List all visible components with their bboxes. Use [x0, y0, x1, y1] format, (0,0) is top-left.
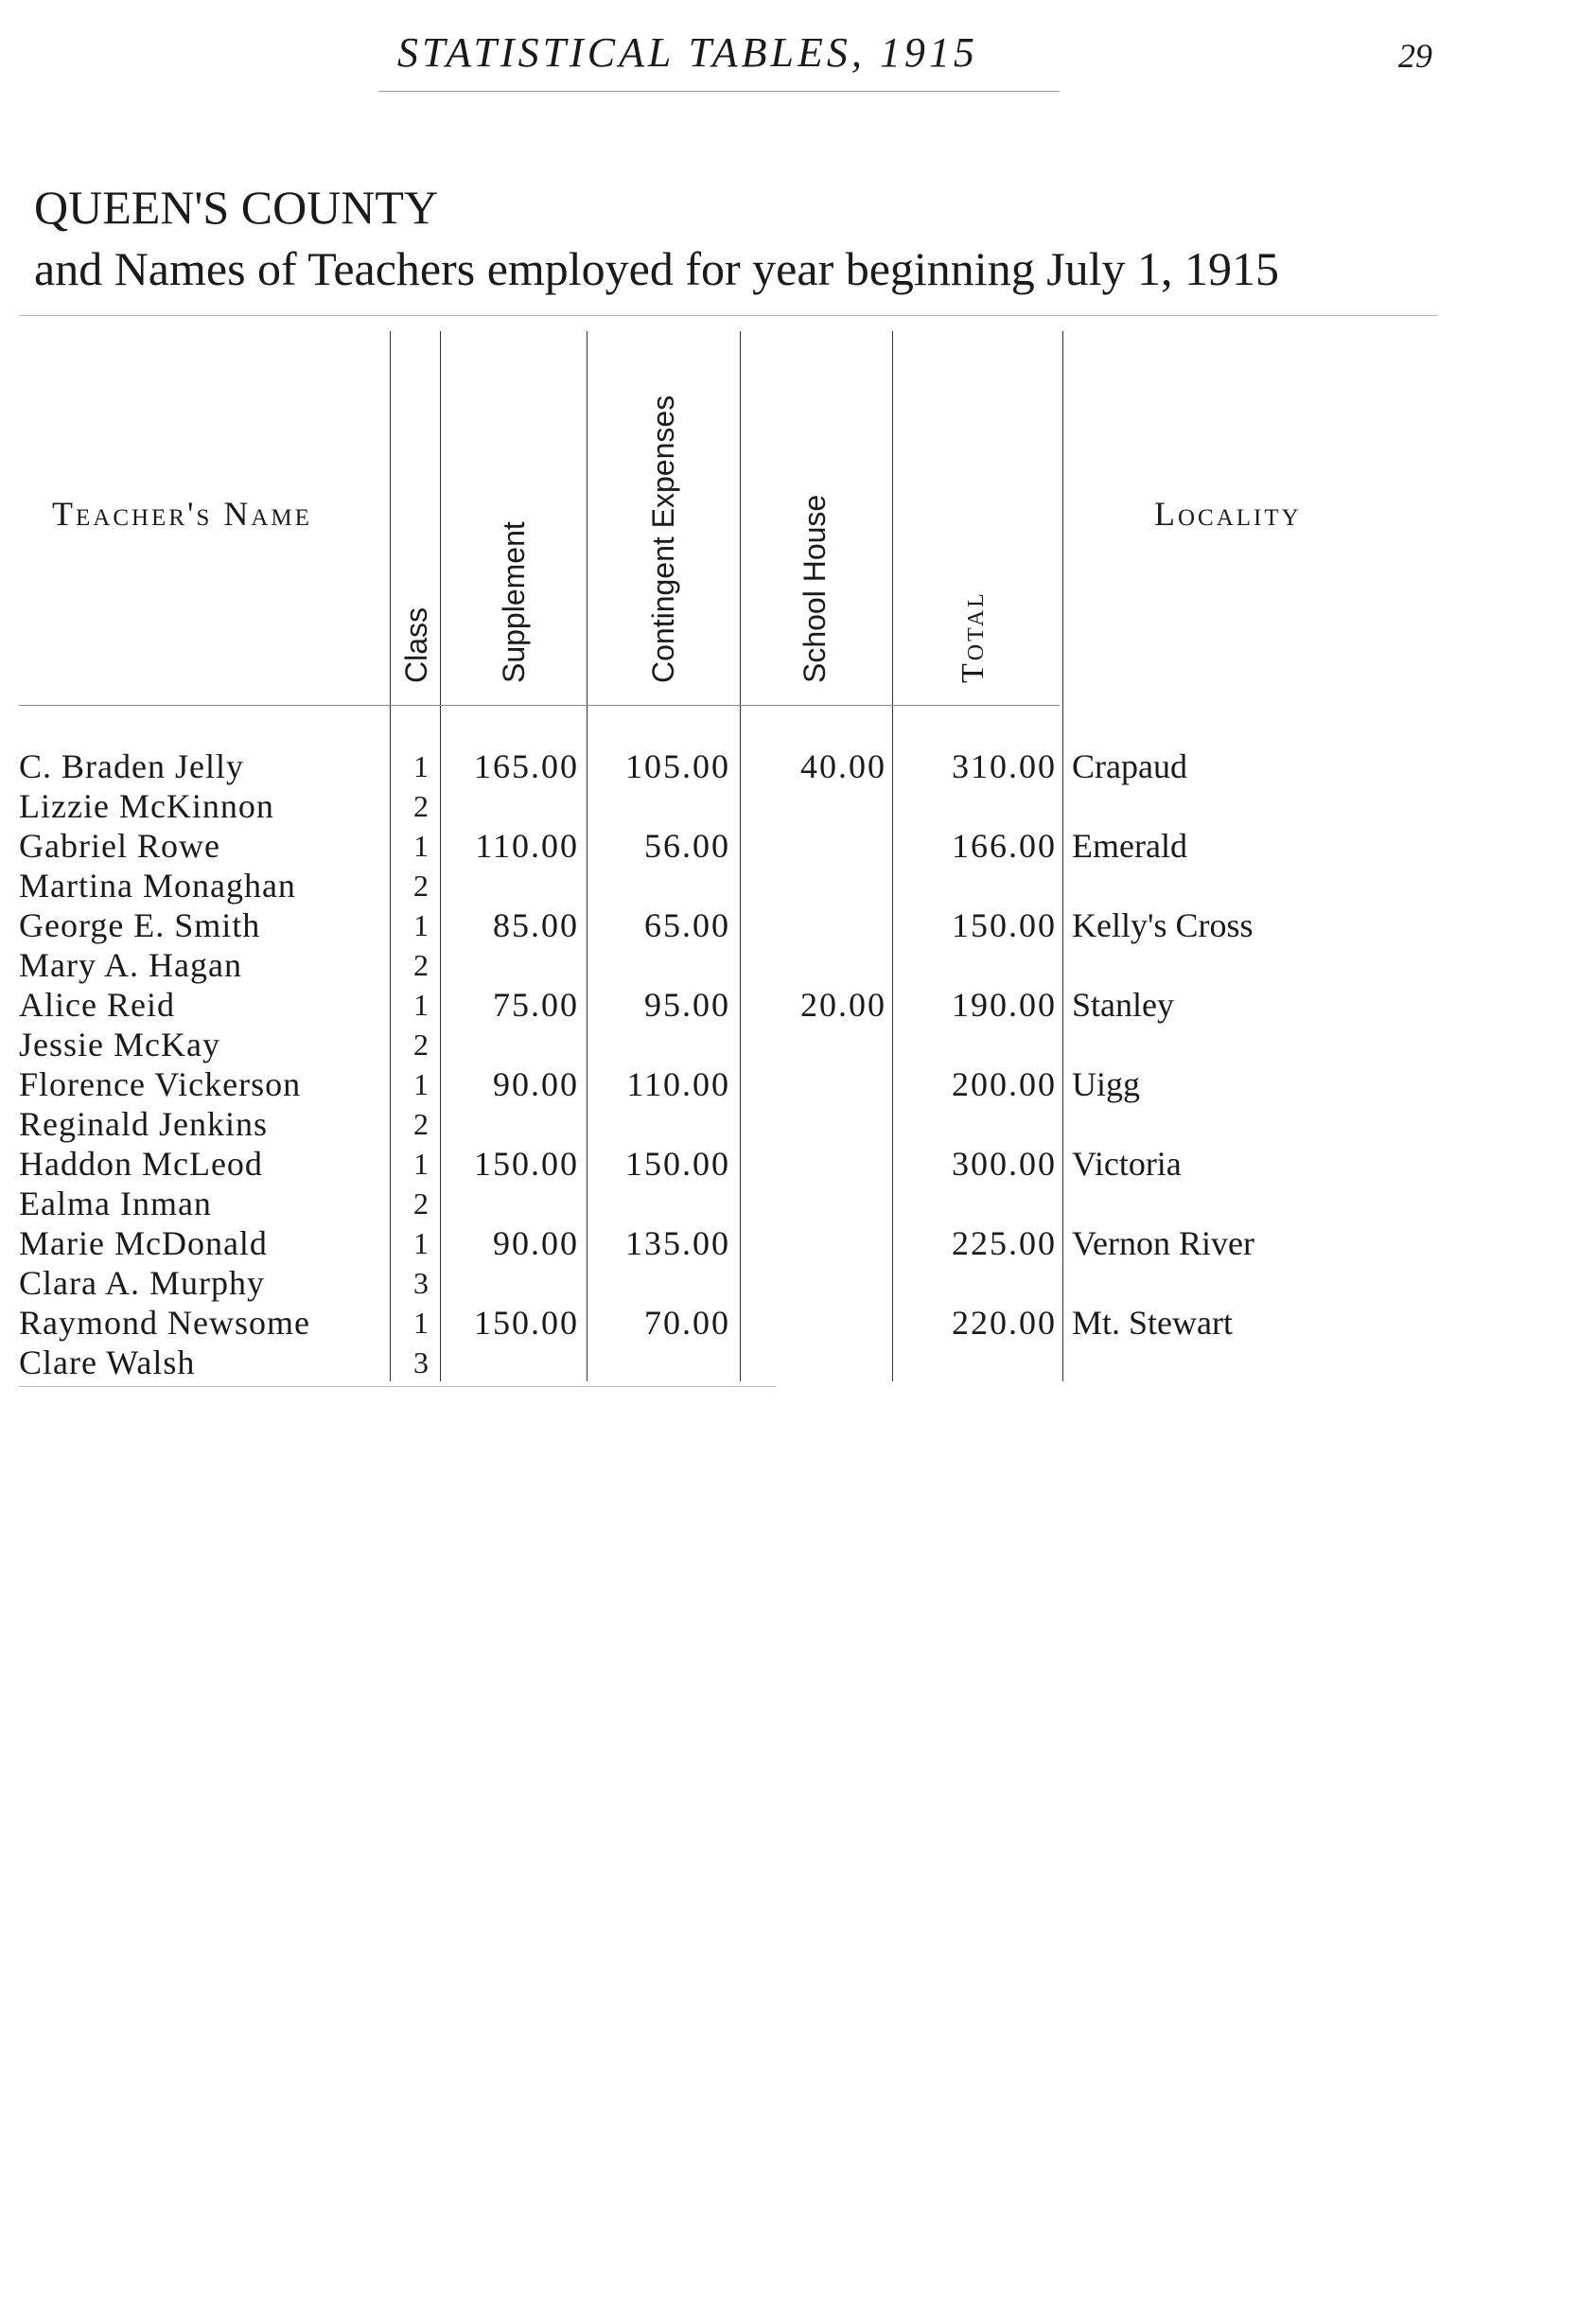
total-value: 310.00 [952, 747, 1057, 785]
table-row [0, 1223, 1596, 1263]
table-row [0, 1104, 1596, 1144]
teacher-name: Clare Walsh [19, 1344, 196, 1381]
class-value: 3 [413, 1266, 429, 1300]
col-header-total: Total [956, 590, 991, 683]
supplement-value: 150.00 [474, 1304, 579, 1342]
county-title: QUEEN'S COUNTY [34, 181, 439, 234]
table-row [0, 1064, 1596, 1104]
table-row [0, 1303, 1596, 1343]
table-row [0, 985, 1596, 1025]
teacher-name: Alice Reid [19, 986, 175, 1024]
school-house-value: 20.00 [800, 986, 886, 1024]
page-header [0, 0, 1596, 95]
contingent-value: 150.00 [625, 1145, 730, 1183]
contingent-value: 105.00 [625, 747, 730, 785]
table-row [0, 1025, 1596, 1064]
supplement-value: 150.00 [474, 1145, 579, 1183]
teacher-name: Reginald Jenkins [19, 1105, 268, 1143]
contingent-value: 65.00 [644, 906, 730, 944]
locality-value: Crapaud [1072, 747, 1187, 785]
teacher-name: Florence Vickerson [19, 1065, 302, 1103]
contingent-value: 95.00 [644, 986, 730, 1024]
total-value: 166.00 [952, 827, 1057, 865]
class-value: 2 [413, 948, 429, 982]
supplement-value: 85.00 [493, 906, 579, 944]
col-header-teacher-name: Teacher's Name [52, 495, 312, 533]
supplement-value: 90.00 [493, 1065, 579, 1103]
locality-value: Emerald [1072, 827, 1187, 865]
total-value: 225.00 [952, 1224, 1057, 1262]
locality-value: Stanley [1072, 986, 1174, 1024]
class-value: 1 [413, 1226, 429, 1260]
supplement-value: 165.00 [474, 747, 579, 785]
teacher-name: Gabriel Rowe [19, 827, 220, 865]
locality-value: Kelly's Cross [1072, 906, 1254, 944]
class-value: 2 [413, 789, 429, 823]
table-header-rule [19, 705, 1060, 706]
class-value: 3 [413, 1345, 429, 1379]
teacher-name: George E. Smith [19, 906, 261, 944]
running-title: STATISTICAL TABLES, 1915 [397, 29, 978, 76]
total-value: 300.00 [952, 1145, 1057, 1183]
col-header-class: Class [399, 606, 433, 683]
class-value: 2 [413, 1028, 429, 1062]
supplement-value: 110.00 [475, 827, 579, 865]
total-value: 150.00 [952, 906, 1057, 944]
table-row [0, 945, 1596, 985]
locality-value: Uigg [1072, 1065, 1140, 1103]
total-value: 190.00 [952, 986, 1057, 1024]
class-value: 2 [413, 1107, 429, 1141]
total-value: 220.00 [952, 1304, 1057, 1342]
class-value: 2 [413, 869, 429, 903]
locality-value: Mt. Stewart [1072, 1304, 1233, 1342]
class-value: 1 [413, 749, 429, 783]
table-row [0, 1343, 1596, 1382]
teacher-name: Jessie McKay [19, 1026, 220, 1063]
locality-value: Victoria [1072, 1145, 1182, 1183]
table-row [0, 905, 1596, 945]
contingent-value: 110.00 [626, 1065, 730, 1103]
class-value: 1 [413, 1067, 429, 1101]
class-value: 1 [413, 1147, 429, 1181]
col-header-school-house: School House [798, 494, 832, 683]
class-value: 2 [413, 1186, 429, 1221]
table-bottom-rule [19, 1386, 776, 1387]
col-header-contingent: Contingent Expenses [646, 395, 680, 683]
total-value: 200.00 [952, 1065, 1057, 1103]
teacher-name: Clara A. Murphy [19, 1264, 265, 1302]
table-row [0, 1263, 1596, 1303]
subtitle: and Names of Teachers employed for year beginning July 1, 1915 [34, 242, 1280, 295]
teacher-name: C. Braden Jelly [19, 747, 244, 785]
contingent-value: 135.00 [625, 1224, 730, 1262]
class-value: 1 [413, 829, 429, 863]
supplement-value: 90.00 [493, 1224, 579, 1262]
title-rule [19, 315, 1438, 316]
contingent-value: 70.00 [644, 1304, 730, 1342]
table-row [0, 747, 1596, 786]
col-header-supplement: Supplement [497, 521, 531, 683]
table-row [0, 1184, 1596, 1223]
contingent-value: 56.00 [644, 827, 730, 865]
col-header-locality: Locality [1154, 495, 1302, 533]
teacher-name: Raymond Newsome [19, 1304, 310, 1342]
teacher-name: Martina Monaghan [19, 867, 296, 905]
class-value: 1 [413, 988, 429, 1022]
teacher-name: Ealma Inman [19, 1185, 212, 1222]
teacher-name: Haddon McLeod [19, 1145, 263, 1183]
teacher-name: Mary A. Hagan [19, 946, 242, 984]
teacher-name: Lizzie McKinnon [19, 787, 274, 825]
supplement-value: 75.00 [493, 986, 579, 1024]
locality-value: Vernon River [1072, 1224, 1254, 1262]
header-rule [378, 91, 1060, 92]
teacher-name: Marie McDonald [19, 1224, 268, 1262]
class-value: 1 [413, 1306, 429, 1340]
table-row [0, 786, 1596, 826]
table-row [0, 1144, 1596, 1184]
table-row [0, 826, 1596, 866]
class-value: 1 [413, 908, 429, 942]
page-number: 29 [1398, 37, 1432, 75]
school-house-value: 40.00 [800, 747, 886, 785]
table-row [0, 866, 1596, 905]
